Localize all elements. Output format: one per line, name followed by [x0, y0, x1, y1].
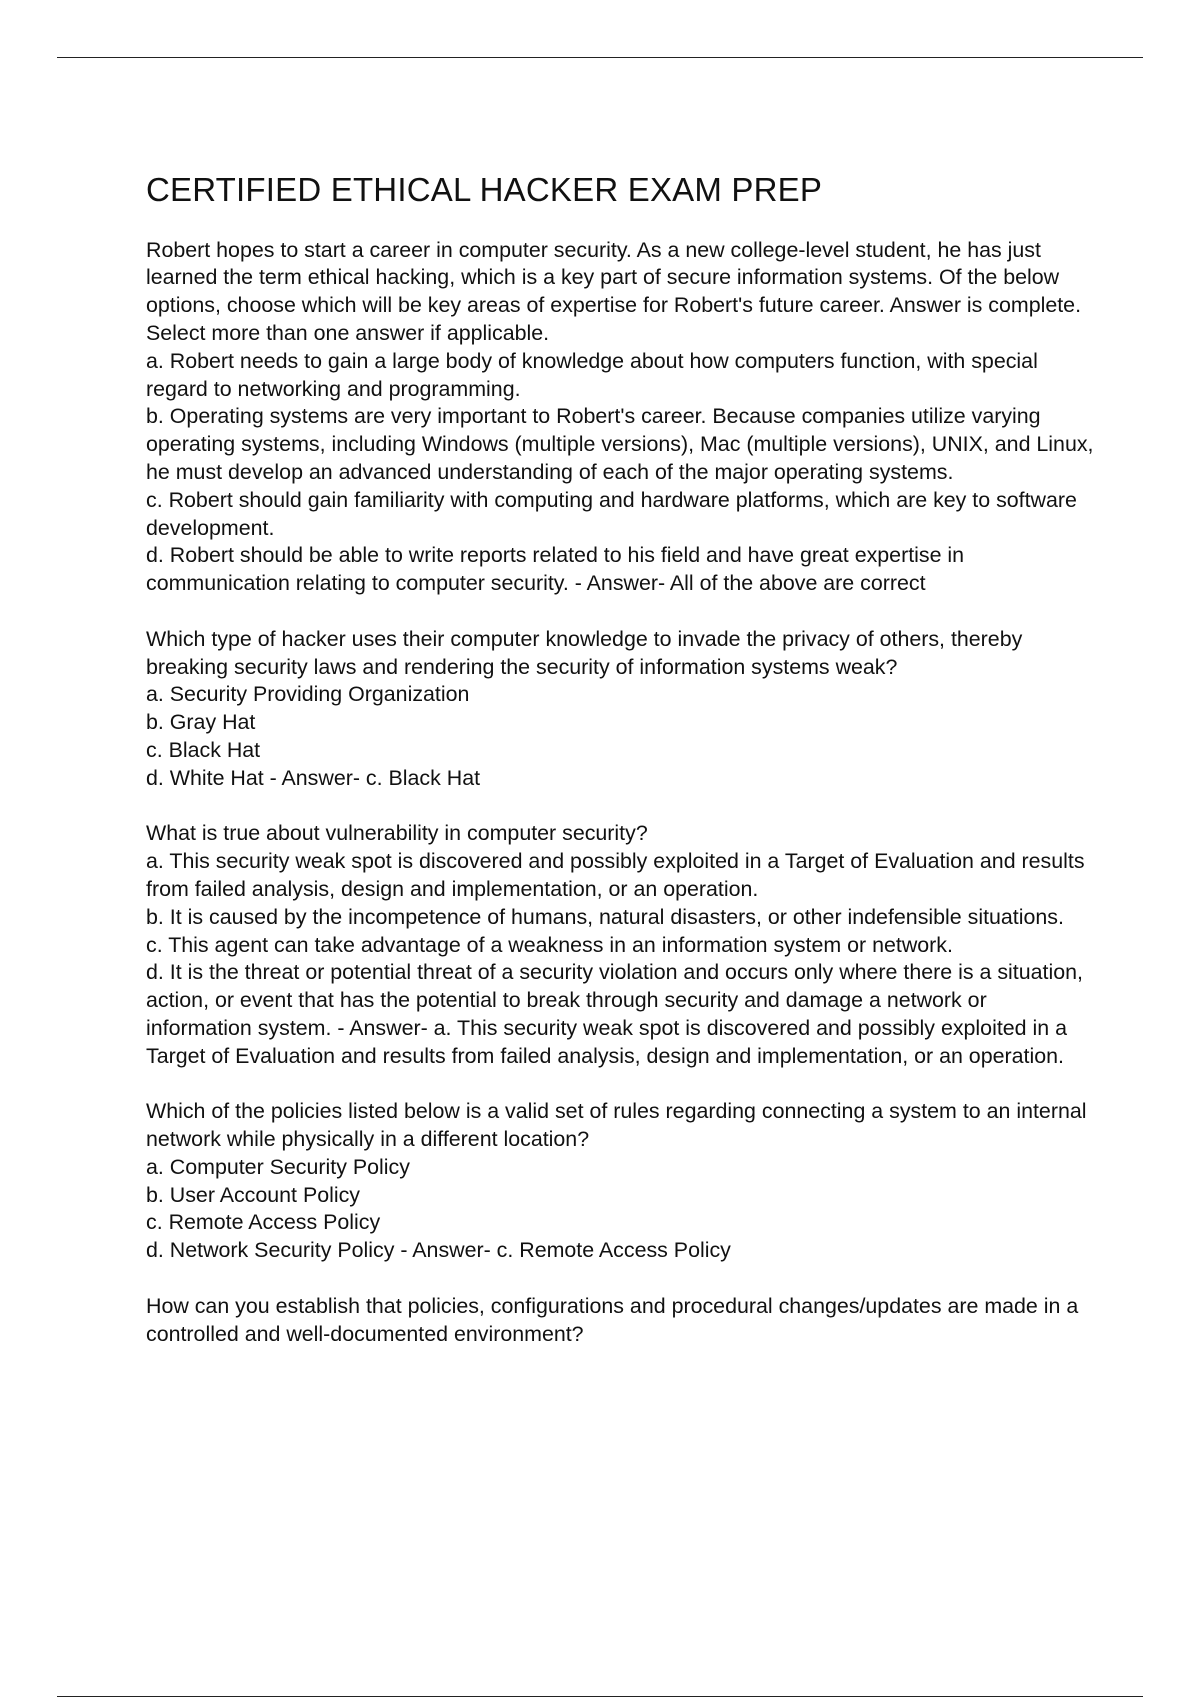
question-option: d. White Hat - Answer- c. Black Hat — [146, 765, 481, 790]
question-block-1 — [146, 237, 1096, 598]
question-option: d. It is the threat or potential threat of a security violation and occurs only where there is a situation, action, or event that has the potential to break through security and damage a network or information system. - Answer- a. This security weak spot is discovered and possibly exploited in a Target of Evaluation and results from failed analysis, design and implementation, or an operation. — [146, 960, 1083, 1068]
question-stem: How can you establish that policies, configurations and procedural changes/updates are made in a controlled and well-documented environment? — [146, 1293, 1079, 1346]
question-option: d. Network Security Policy - Answer- c. Remote Access Policy — [146, 1238, 731, 1263]
question-option: b. Operating systems are very important to Robert's career. Because companies utilize varying operating systems, including Windows (multiple versions), Mac (multiple versions), UNIX, and Linux, he must develop an advanced understanding of each of the major operating systems. — [146, 404, 1094, 484]
question-option: a. Security Providing Organization — [146, 682, 470, 707]
question-block-5 — [146, 1293, 1096, 1349]
question-option: a. Robert needs to gain a large body of knowledge about how computers function, with special regard to networking and programming. — [146, 348, 1038, 401]
page-bottom-rule — [57, 1696, 1143, 1697]
question-block-4 — [146, 1098, 1096, 1265]
question-option: b. User Account Policy — [146, 1182, 360, 1207]
question-option: c. Robert should gain familiarity with computing and hardware platforms, which are key to software development. — [146, 487, 1077, 540]
question-option: c. Black Hat — [146, 737, 261, 762]
document-body — [146, 170, 1096, 1376]
question-option: c. Remote Access Policy — [146, 1210, 381, 1235]
question-option: b. Gray Hat — [146, 710, 256, 735]
question-stem: Which type of hacker uses their computer knowledge to invade the privacy of others, thereby breaking security laws and rendering the security of information systems weak? — [146, 626, 1023, 679]
question-stem: Robert hopes to start a career in computer security. As a new college-level student, he has just learned the term ethical hacking, which is a key part of secure information systems. Of the below options, choose which will be key areas of expertise for Robert's future career. Answer is complete. Select more than one answer if applicable. — [146, 237, 1082, 345]
page-top-rule — [57, 57, 1143, 58]
question-option: b. It is caused by the incompetence of humans, natural disasters, or other indefensible situations. — [146, 904, 1064, 929]
question-option: d. Robert should be able to write reports related to his field and have great expertise in communication relating to computer security. - Answer- All of the above are correct — [146, 543, 965, 596]
question-block-2 — [146, 626, 1096, 793]
question-block-3 — [146, 820, 1096, 1070]
question-option: a. Computer Security Policy — [146, 1154, 410, 1179]
question-stem: Which of the policies listed below is a valid set of rules regarding connecting a system to an internal network while physically in a different location? — [146, 1099, 1087, 1152]
question-option: c. This agent can take advantage of a weakness in an information system or network. — [146, 932, 953, 957]
question-stem: What is true about vulnerability in computer security? — [146, 821, 648, 846]
document-title: CERTIFIED ETHICAL HACKER EXAM PREP — [146, 171, 823, 208]
question-option: a. This security weak spot is discovered and possibly exploited in a Target of Evaluation and results from failed analysis, design and implementation, or an operation. — [146, 849, 1085, 901]
